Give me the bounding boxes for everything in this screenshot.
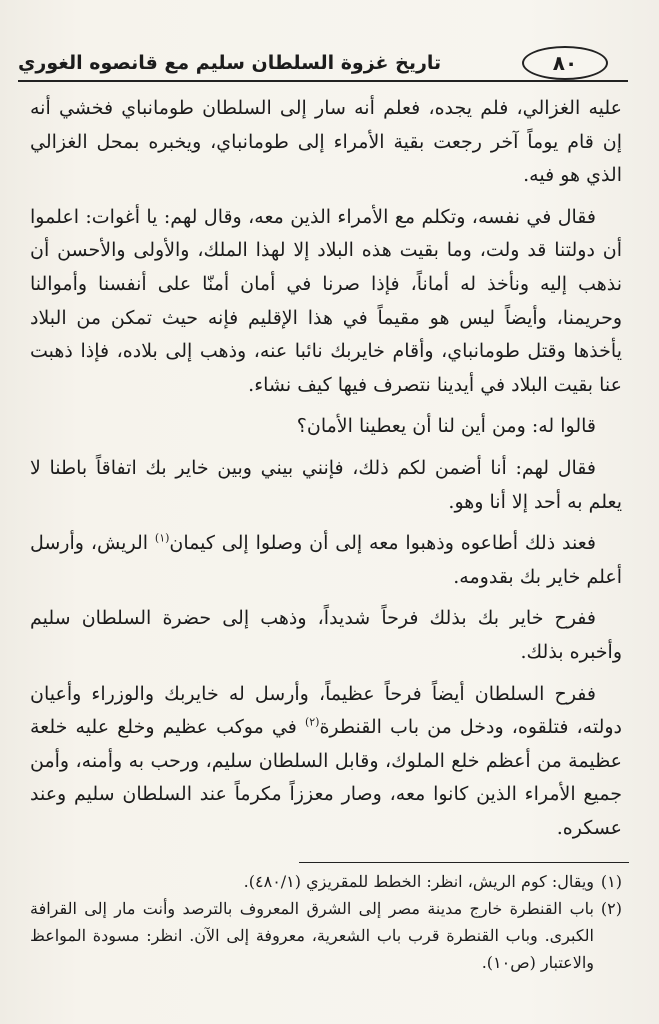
paragraph: قالوا له: ومن أين لنا أن يعطينا الأمان؟ — [296, 415, 596, 438]
paragraph-text: فعند ذلك أطاعوه وذهبوا معه إلى أن وصلوا إلى كيمان — [169, 532, 597, 555]
footnote-separator — [299, 862, 629, 863]
paragraph-text: الريش، — [90, 532, 155, 555]
paragraph: فقال لهم: أنا أضمن لكم ذلك، فإنني بيني وبين خاير بك اتفاقاً باطنا لا يعلم به أحد إلا أنا وهو. — [30, 456, 622, 513]
footnote-number: (١) — [600, 872, 622, 891]
paragraph-text: في موكب عظيم وخلع عليه خلعة عظيمة من أعظم خلع الملوك، وقابل السلطان سليم، ورحب به وأمنه، وأمن جميع الأمراء الذين كانوا معه، وصار معززاً مكرماً عند السلطان سليم وعند عسكره. — [30, 716, 622, 839]
footnote-ref-2[interactable]: (٢) — [304, 715, 320, 729]
page-header — [18, 46, 628, 82]
paragraph-with-footnote-1 — [30, 527, 622, 594]
paragraph: فقال في نفسه، وتكلم مع الأمراء الذين معه، وقال لهم: يا أغوات: اعلموا أن دولتنا قد ولت، وما بقيت هذه البلاد إلا لهذا الملك، والأولى والأحسن أن نذهب إليه ونأخذ له أماناً، فإذا صرنا في أمان أمنّا على أنفسنا وأموالنا وحريمنا، وأيضاً ليس هو مقيماً في هذا الإقليم فإنه حيث تمكن من البلاد يأخذها وقتل طومانباي، وأقام خايربك نائبا عنه، وذهب إلى بلاده، فإذا ذهبت عنا بقيت البلاد في أيدينا نتصرف فيها كيف نشاء. — [30, 205, 622, 396]
footnote-ref-1[interactable]: (١) — [154, 531, 170, 545]
running-title: تاريخ غزوة السلطان سليم مع قانصوه الغوري — [18, 52, 442, 74]
paragraph-text: دولته، فتلقوه، ودخل من باب القنطرة — [319, 716, 623, 739]
footnote-number: (٢) — [600, 899, 622, 918]
paragraph-with-footnote-2 — [30, 678, 622, 846]
footnote-text: ويقال: كوم الريش، انظر: الخطط للمقريزي (٤٨٠/١). — [243, 872, 594, 891]
paragraph-text: ففرح السلطان أيضاً فرحاً عظيماً، وأرسل له خايربك والوزراء وأعيان — [30, 682, 596, 705]
paragraph-text: وأرسل أعلم خاير بك بقدومه. — [30, 532, 622, 588]
header-rule — [18, 80, 628, 82]
footnotes — [30, 868, 622, 976]
paragraph: عليه الغزالي، فلم يجده، فعلم أنه سار إلى السلطان طومانباي فخشي أنه إن قام يوماً آخر رجعت بقية الأمراء إلى طومانباي، ويخبره بمحل الغزالي الذي هو فيه. — [30, 97, 623, 187]
page-number: ٨٠ — [522, 46, 608, 80]
main-text — [30, 92, 622, 853]
footnote-1 — [30, 868, 622, 895]
paragraph: ففرح خاير بك بذلك فرحاً شديداً، وذهب إلى حضرة السلطان سليم وأخبره بذلك. — [30, 607, 622, 663]
footnote-2 — [30, 895, 622, 976]
footnote-text: باب القنطرة خارج مدينة مصر إلى الشرق المعروف بالترصد وأنت مار إلى القرافة الكبرى. وباب القنطرة قرب باب الشعرية، معروفة إلى الآن. انظر: مسودة المواعظ والاعتبار (ص١٠). — [30, 899, 594, 972]
